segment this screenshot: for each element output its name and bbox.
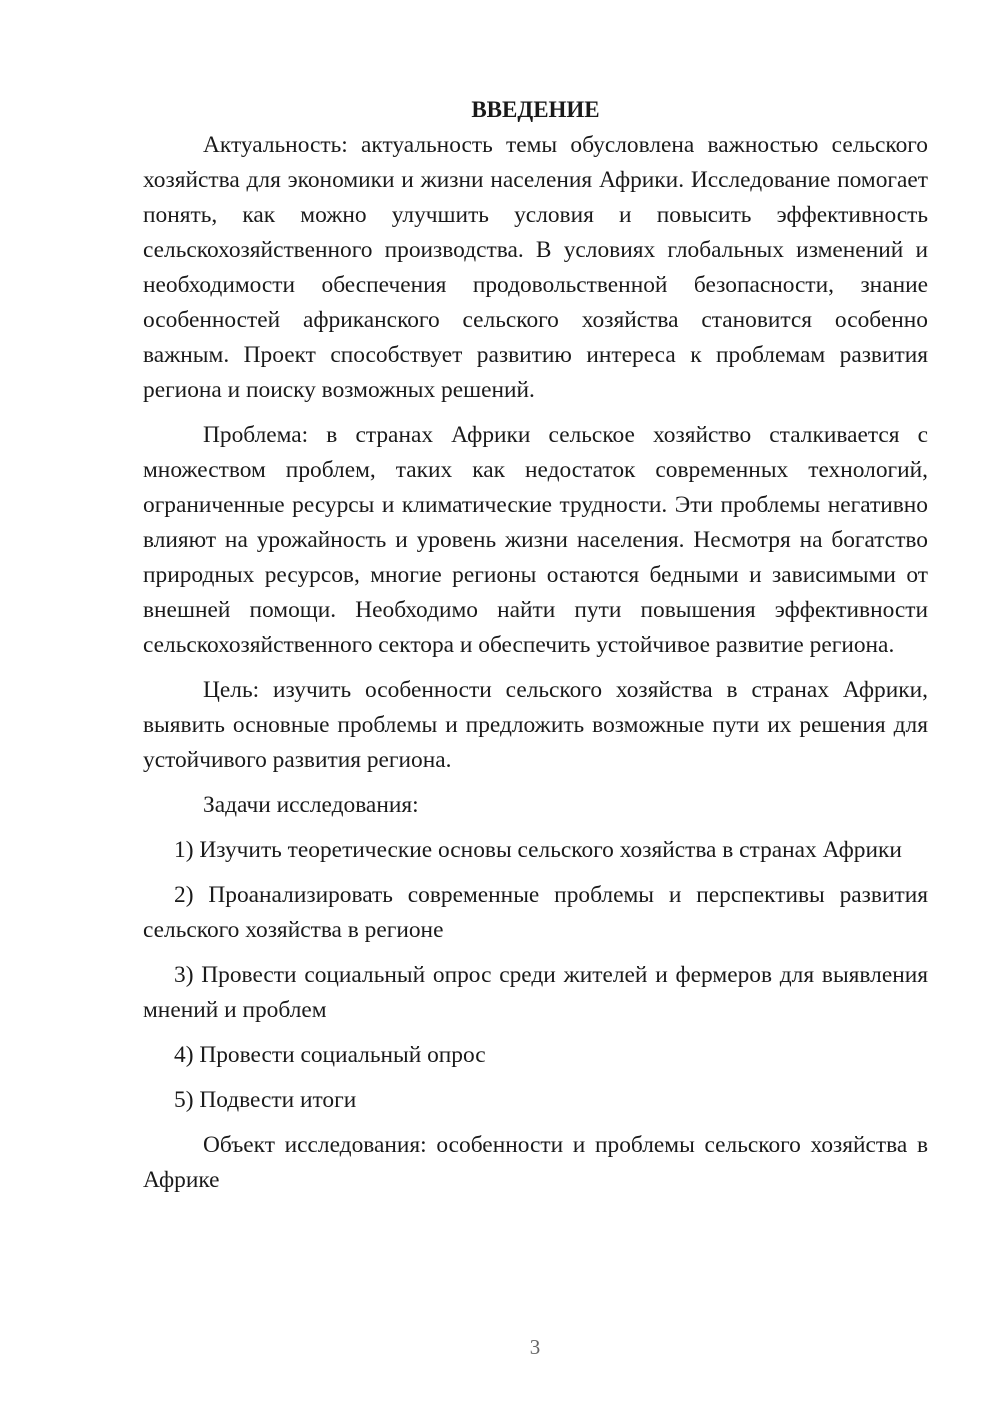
list-item: 5) Подвести итоги: [174, 1087, 357, 1113]
section-title: ВВЕДЕНИЕ: [471, 97, 600, 122]
goal-paragraph: Цель: изучить особенности сельского хозяйства в странах Африки, выявить основные проблемы и предложить возможные пути их решения для устойчивого развития региона.: [143, 677, 928, 773]
tasks-heading: Задачи исследования:: [203, 792, 419, 818]
list-item: 1) Изучить теоретические основы сельского хозяйства в странах Африки: [174, 837, 902, 863]
document-page: [143, 92, 928, 1198]
object-paragraph: Объект исследования: особенности и проблемы сельского хозяйства в Африке: [143, 1132, 928, 1193]
list-item: 2) Проанализировать современные проблемы и перспективы развития сельского хозяйства в регионе: [143, 882, 928, 943]
page-number: 3: [529, 1335, 541, 1359]
list-item: 4) Провести социальный опрос: [174, 1042, 486, 1068]
list-item: 3) Провести социальный опрос среди жителей и фермеров для выявления мнений и проблем: [143, 962, 928, 1023]
problem-paragraph: Проблема: в странах Африки сельское хозяйство сталкивается с множеством проблем, таких как недостаток современных технологий, ограниченные ресурсы и климатические трудности. Эти проблемы негативно влияют на урожайность и уровень жизни населения. Несмотря на богатство природных ресурсов, многие регионы остаются бедными и зависимыми от внешней помощи. Необходимо найти пути повышения эффективности сельскохозяйственного сектора и обеспечить устойчивое развитие региона.: [143, 422, 928, 658]
relevance-paragraph: Актуальность: актуальность темы обусловлена важностью сельского хозяйства для экономики и жизни населения Африки. Исследование помогает понять, как можно улучшить условия и повысить эффективность сельскохозяйственного производства. В условиях глобальных изменений и необходимости обеспечения продовольственной безопасности, знание особенностей африканского сельского хозяйства становится особенно важным. Проект способствует развитию интереса к проблемам развития региона и поиску возможных решений.: [143, 132, 928, 403]
tasks-list: [143, 833, 928, 1118]
